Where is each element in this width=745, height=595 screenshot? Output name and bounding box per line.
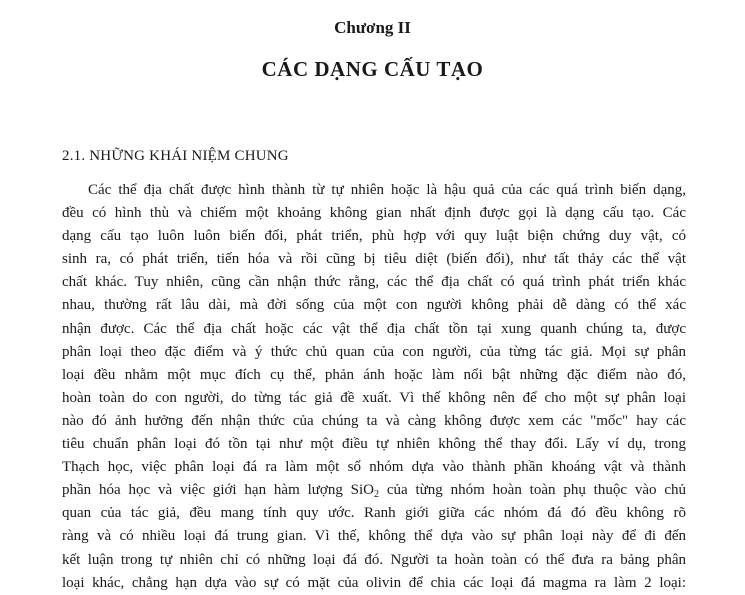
paragraph-line: loại khác, chẳng hạn dựa vào sự có mặt của olivin để chia các loại đá magma ra làm 2 loại: [62,574,686,591]
paragraph-line: đều có hình thù và chiếm một khoảng không gian nhất định được gọi là dạng cấu tạo. Các [62,205,686,222]
paragraph-line: nào đó ảnh hưởng đến nhận thức của chúng ta và càng không được xem các "mốc" hay các [62,412,686,429]
paragraph-line: chất khác. Tuy nhiên, cũng cần nhận thức rằng, các thể địa chất có quá trình phát triển khác [62,274,686,291]
paragraph-line: nhau, thường rất lâu dài, mà đời sống của một con người không phải dễ dàng có thể xác [62,297,686,314]
body-paragraph [62,179,686,595]
paragraph-line: Các thể địa chất được hình thành từ tự nhiên hoặc là hậu quả của các quá trình biến dạng, [88,182,686,198]
paragraph-line: kết luận trong tự nhiên chỉ có những loại đá đó. Người ta hoàn toàn có thể đưa ra bảng phân [62,551,686,568]
section-heading: 2.1. NHỮNG KHÁI NIỆM CHUNG [62,148,289,164]
paragraph-line: ràng và có nhiều loại đá trung gian. Vì thế, không thể dựa vào sự phân loại này để đi đến [62,528,686,545]
paragraph-line: loại đều nhằm một mục đích cụ thể, phản ánh hoặc làm nổi bật những đặc điểm nào đó, [62,366,686,383]
sio2-text-before: phần hóa học và việc giới hạn hàm lượng SiO [62,482,375,499]
sio2-text-after: của từng nhóm hoàn toàn phụ thuộc vào chủ [379,482,686,499]
paragraph-line-sio2 [62,479,686,502]
paragraph-line: hoàn toàn do con người, do từng tác giả đề xuất. Vì thế không nên để cho một sự phân loại [62,389,686,406]
chapter-title: CÁC DẠNG CẤU TẠO [261,57,484,81]
paragraph-line: Thạch học, việc phân loại đá ra làm một số nhóm dựa vào thành phần khoáng vật và thành [62,459,686,476]
paragraph-line: quan của tác giả, đều mang tính quy ước. Ranh giới giữa các nhóm đá đó đều không rõ [62,505,686,522]
paragraph-line: tiêu chuẩn phân loại đó tồn tại như một điều tự nhiên không thể thay đổi. Lấy ví dụ, trong [62,436,686,453]
chapter-label: Chương II [334,18,411,37]
paragraph-line: dạng cấu tạo luôn luôn biến đổi, phát triển, phù hợp với quy luật biện chứng duy vật, có [62,228,686,245]
paragraph-line: phân loại theo đặc điểm và ý thức chủ quan của con người, của từng tác giả. Mọi sự phân [62,343,686,360]
sio2-subscript: 2 [374,489,380,501]
paragraph-line: sinh ra, có phát triển, tiến hóa và rồi cũng bị tiêu diệt (biến đổi), như tất thảy các thể vật [62,251,686,268]
paragraph-line: nhận được. Các thể địa chất hoặc các vật thể địa chất tồn tại xung quanh chúng ta, được [62,320,686,337]
